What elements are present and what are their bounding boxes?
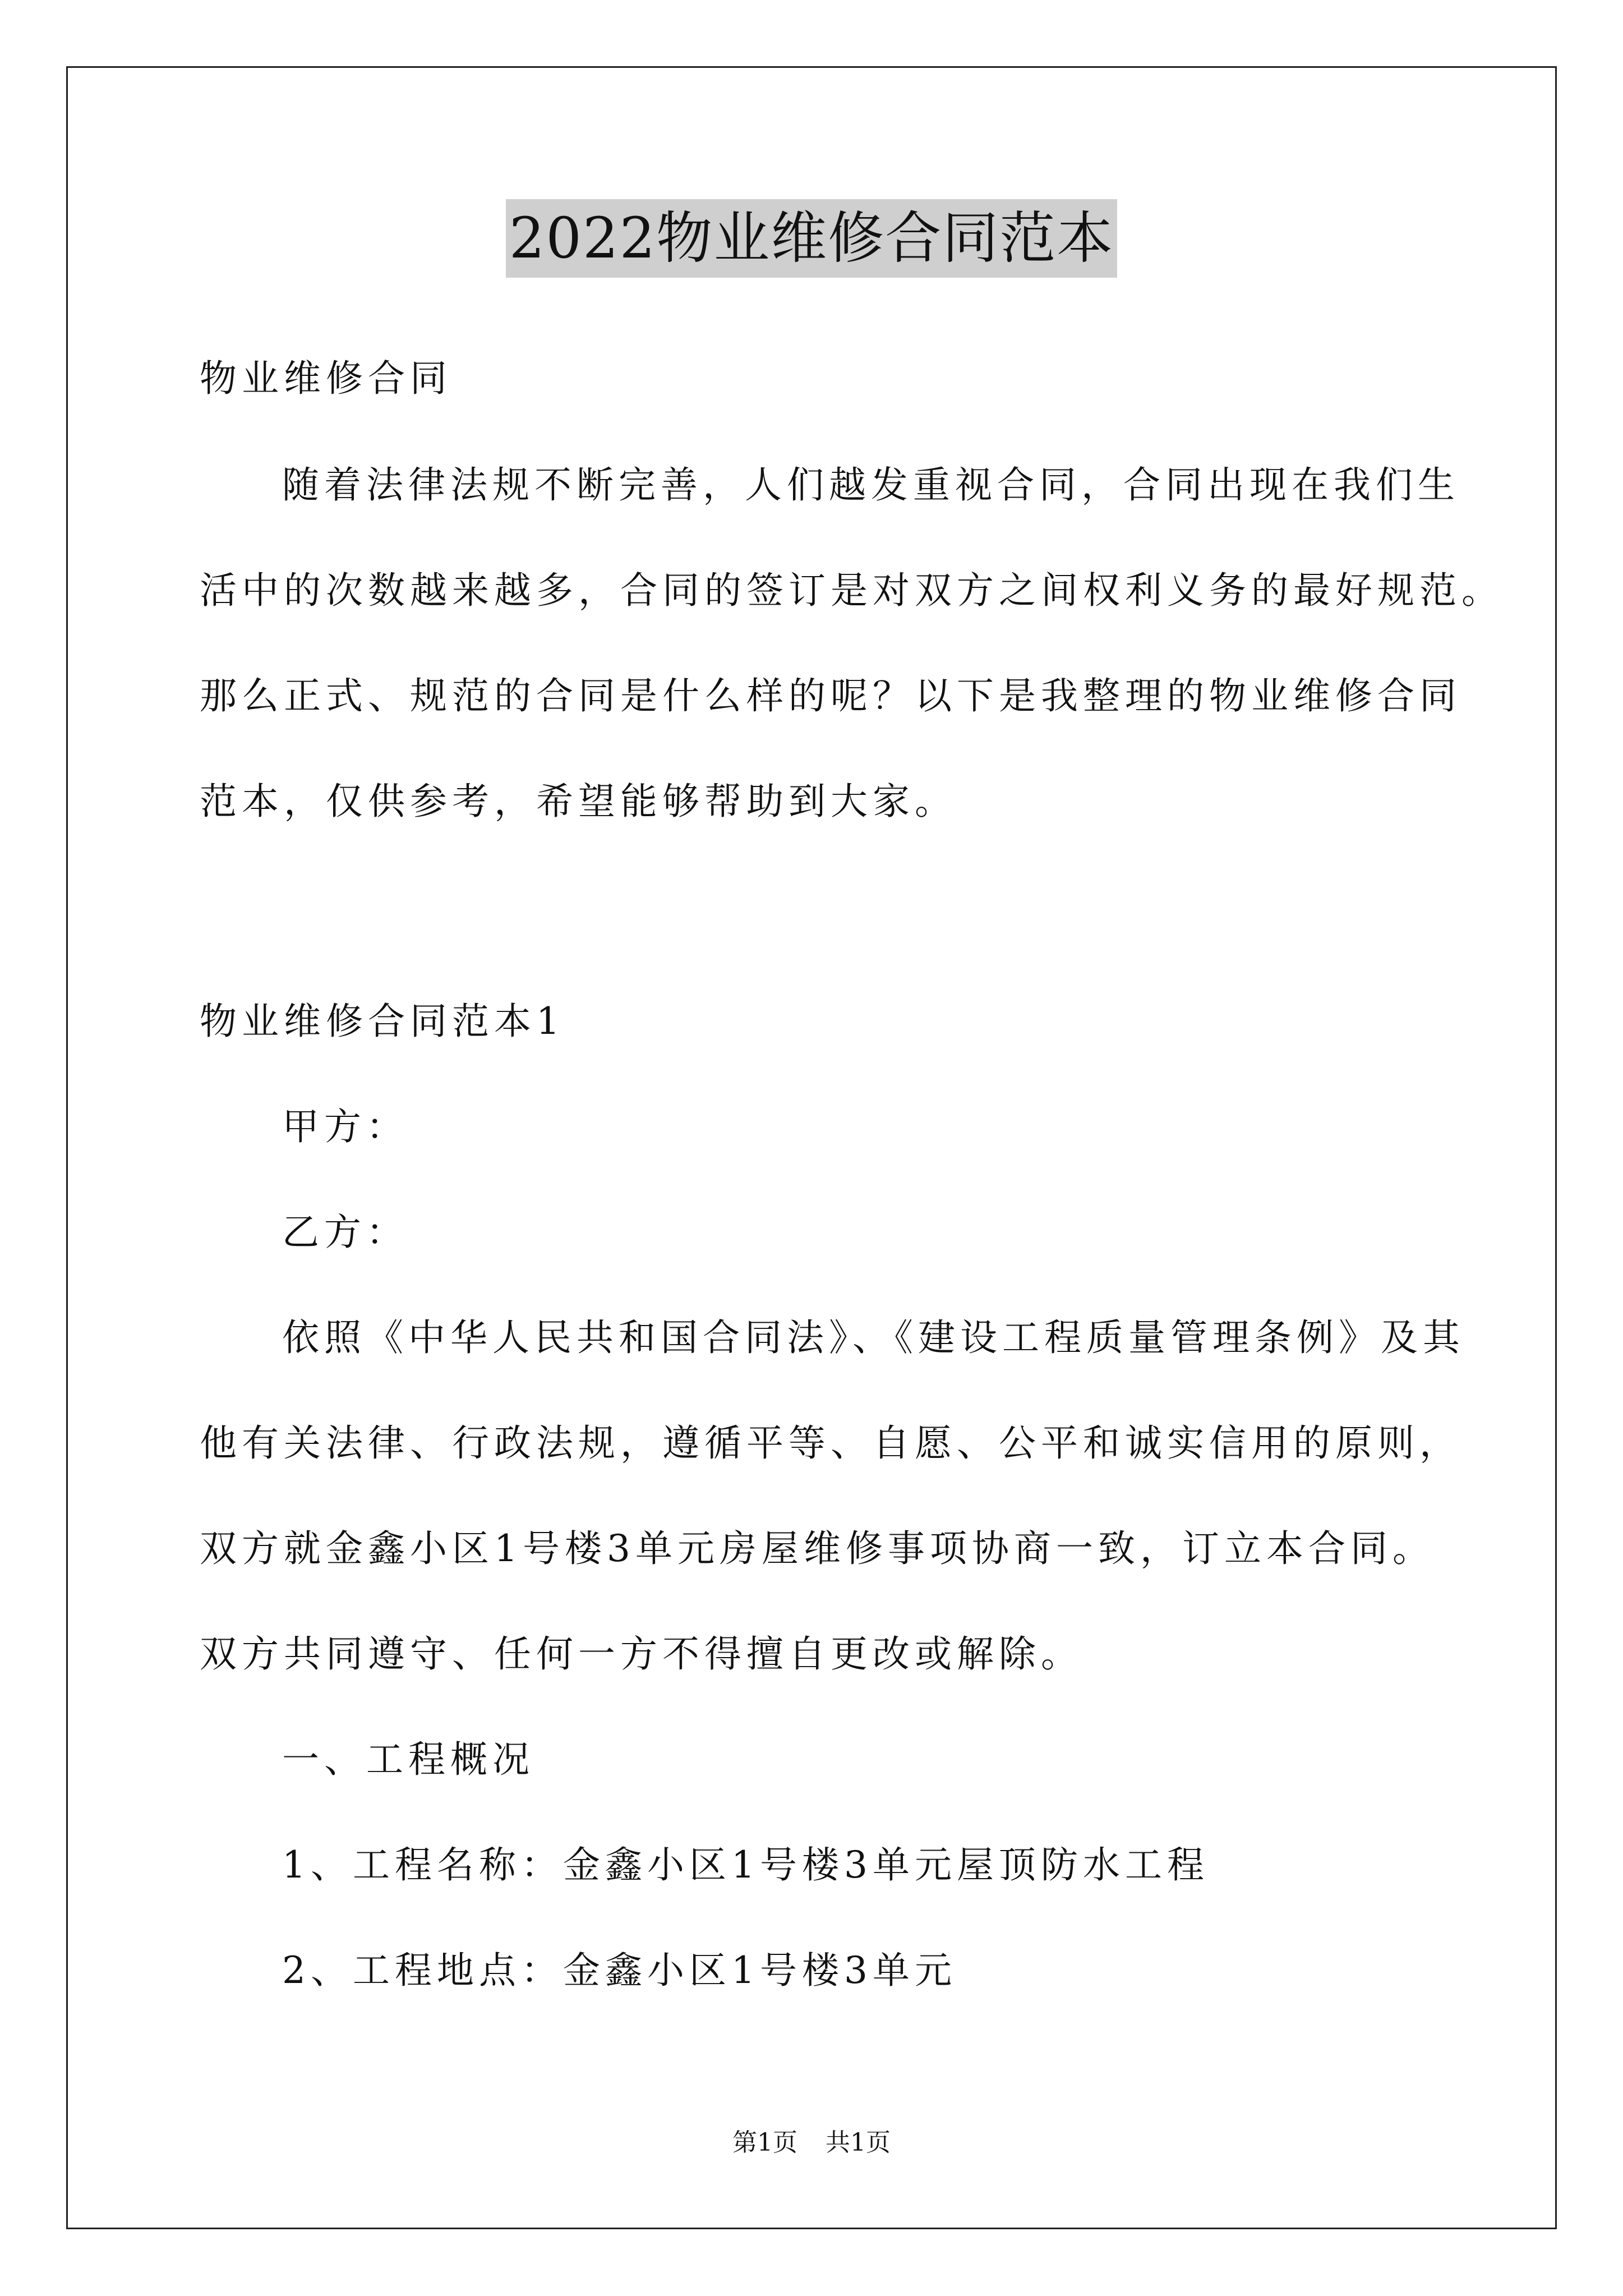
heading-contract: 物业维修合同 xyxy=(200,357,452,400)
party-b-label: 乙方： xyxy=(282,1211,408,1254)
paragraph-line: 依照《中华人民共和国合同法》、《建设工程质量管理条例》及其 xyxy=(282,1316,1465,1359)
paragraph-line: 那么正式、规范的合同是什么样的呢？以下是我整理的物业维修合同 xyxy=(200,674,1461,717)
clause-item: 1、工程名称：金鑫小区1号楼3单元屋顶防水工程 xyxy=(282,1843,1209,1887)
page-total: 共1页 xyxy=(826,2128,891,2157)
paragraph-line: 随着法律法规不断完善，人们越发重视合同，合同出现在我们生 xyxy=(282,463,1460,507)
paragraph-line: 他有关法律、行政法规，遵循平等、自愿、公平和诚实信用的原则， xyxy=(200,1421,1461,1465)
clause-item: 2、工程地点：金鑫小区1号楼3单元 xyxy=(282,1949,957,1992)
paragraph-line: 活中的次数越来越多，合同的签订是对双方之间权利义务的最好规范。 xyxy=(200,569,1504,612)
page-number: 第1页 xyxy=(732,2128,797,2157)
page-footer xyxy=(0,2126,1623,2160)
clause-heading: 一、工程概况 xyxy=(282,1738,534,1781)
section-heading: 物业维修合同范本1 xyxy=(200,1000,565,1043)
paragraph-line: 双方共同遵守、任何一方不得擅自更改或解除。 xyxy=(200,1632,1083,1676)
paragraph-line: 双方就金鑫小区1号楼3单元房屋维修事项协商一致，订立本合同。 xyxy=(200,1527,1435,1570)
title-container xyxy=(0,199,1623,278)
party-a-label: 甲方： xyxy=(282,1105,408,1148)
document-title: 2022物业维修合同范本 xyxy=(506,199,1118,278)
paragraph-line: 范本，仅供参考，希望能够帮助到大家。 xyxy=(200,780,957,823)
